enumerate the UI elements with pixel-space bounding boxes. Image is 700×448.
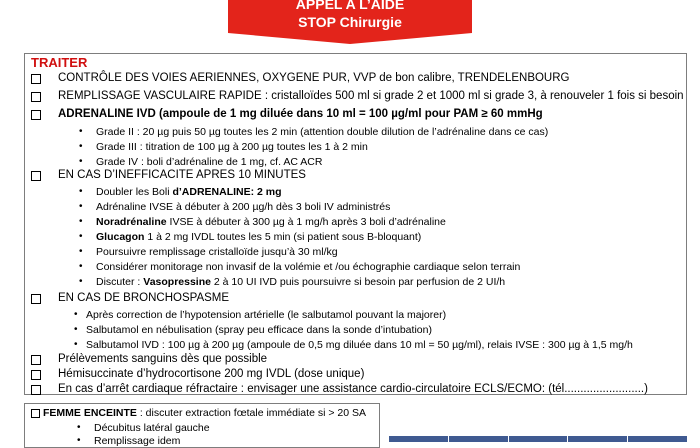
item-pregnant (43, 406, 366, 420)
bullet-icon: • (79, 186, 83, 197)
double-boli-dose: d’ADRENALINE: 2 mg (172, 186, 282, 198)
bullet-icon: • (77, 435, 81, 446)
pregnant-filling: Remplissage idem (94, 435, 181, 447)
noradrenaline-text: IVSE à débuter à 300 µg à 1 mg/h après 3 boli d’adrénaline (166, 216, 446, 228)
checkbox-cardiac-arrest[interactable] (31, 385, 41, 395)
noradrenaline-label: Noradrénaline (96, 216, 167, 228)
inefficacy-crystalloid: Poursuivre remplissage cristalloïde jusqu’à 30 ml/kg (96, 246, 338, 258)
checkbox-inefficacy[interactable] (31, 171, 41, 181)
inefficacy-double-boli (96, 185, 282, 199)
inefficacy-vasopressin (96, 275, 505, 289)
bullet-icon: • (79, 141, 83, 152)
bullet-icon: • (79, 156, 83, 167)
inefficacy-monitoring: Considérer monitorage non invasif de la volémie et /ou échographie cardiaque selon terrain (96, 261, 521, 273)
pregnant-label: FEMME ENCEINTE (43, 407, 137, 419)
item-hydrocortisone: Hémisuccinate d’hydrocortisone 200 mg IVDL (dose unique) (58, 368, 365, 380)
checkbox-fluid-filling[interactable] (31, 92, 41, 102)
item-fluid-filling: REMPLISSAGE VASCULAIRE RAPIDE : cristalloïdes 500 ml si grade 2 et 1000 ml si grade 3, à renouveler 1 fois si besoin (58, 90, 684, 102)
bullet-icon: • (74, 309, 78, 320)
inefficacy-adrenaline-ivse: Adrénaline IVSE à débuter à 200 µg/h dès 3 boli IV administrés (96, 201, 391, 213)
item-cardiac-arrest: En cas d’arrêt cardiaque réfractaire : envisager une assistance cardio-circulatoire ECLS/ECMO: (tél.........................) (58, 383, 648, 395)
table-header-cell (628, 436, 687, 442)
item-inefficacy: EN CAS D’INEFFICACITE APRES 10 MINUTES (58, 169, 306, 181)
section-title-traiter: TRAITER (31, 55, 88, 70)
table-header-cell (389, 436, 449, 442)
inefficacy-noradrenaline (96, 215, 446, 229)
bullet-icon: • (79, 126, 83, 137)
banner-call-help: APPEL A L’AIDE (295, 0, 405, 12)
item-airway: CONTRÔLE DES VOIES AERIENNES, OXYGENE PUR, VVP de bon calibre, TRENDELENBOURG (58, 72, 570, 84)
bullet-icon: • (79, 201, 83, 212)
bullet-icon: • (79, 261, 83, 272)
table-header-cell (568, 436, 628, 442)
checkbox-adrenaline[interactable] (31, 110, 41, 120)
banner-stop-surgery: STOP Chirurgie (298, 14, 402, 30)
item-blood-samples: Prélèvements sanguins dès que possible (58, 353, 268, 365)
alert-banner (228, 0, 472, 44)
bronchospasm-correction: Après correction de l’hypotension artérielle (le salbutamol pouvant la majorer) (86, 309, 447, 321)
checkbox-airway[interactable] (31, 74, 41, 84)
bullet-icon: • (77, 422, 81, 433)
checkbox-hydrocortisone[interactable] (31, 370, 41, 380)
grade-4: Grade IV : boli d’adrénaline de 1 mg, cf. AC ACR (96, 156, 323, 168)
glucagon-label: Glucagon (96, 231, 145, 243)
vasopressin-text: 2 à 10 UI IVD puis poursuivre si besoin par perfusion de 2 UI/h (210, 276, 506, 288)
checkbox-blood-samples[interactable] (31, 355, 41, 365)
checkbox-bronchospasm[interactable] (31, 294, 41, 304)
grade-2: Grade II : 20 µg puis 50 µg toutes les 2 min (attention double dilution de l’adrénaline dans ce cas) (96, 126, 549, 138)
bullet-icon: • (79, 216, 83, 227)
bronchospasm-ivd: Salbutamol IVD : 100 µg à 200 µg (ampoule de 0,5 mg diluée dans 10 ml = 50 µg/ml), relais IVSE : 300 µg à 1,5 mg/h (86, 339, 633, 351)
bronchospasm-nebulisation: Salbutamol en nébulisation (spray peu efficace dans la sonde d’intubation) (86, 324, 432, 336)
bullet-icon: • (79, 246, 83, 257)
bullet-icon: • (74, 324, 78, 335)
inefficacy-glucagon (96, 230, 421, 244)
item-adrenaline: ADRENALINE IVD (ampoule de 1 mg diluée dans 10 ml = 100 µg/ml pour PAM ≥ 60 mmHg (58, 108, 543, 120)
bullet-icon: • (79, 231, 83, 242)
item-bronchospasm: EN CAS DE BRONCHOSPASME (58, 292, 230, 304)
double-boli-text: Doubler les Boli (96, 186, 173, 198)
vasopressin-label: Vasopressine (143, 276, 211, 288)
table-header (389, 436, 687, 442)
glucagon-text: 1 à 2 mg IVDL toutes les 5 min (si patient sous Β-bloquant) (144, 231, 422, 243)
bullet-icon: • (74, 339, 78, 350)
table-header-cell (449, 436, 509, 442)
bullet-icon: • (79, 276, 83, 287)
table-header-cell (509, 436, 569, 442)
pregnant-text: : discuter extraction fœtale immédiate si > 20 SA (136, 407, 366, 419)
grade-3: Grade III : titration de 100 µg à 200 µg toutes les 1 à 2 min (96, 141, 368, 153)
vasopressin-prefix: Discuter : (96, 276, 144, 288)
checkbox-pregnant[interactable] (31, 409, 40, 418)
pregnant-decubitus: Décubitus latéral gauche (94, 422, 210, 434)
